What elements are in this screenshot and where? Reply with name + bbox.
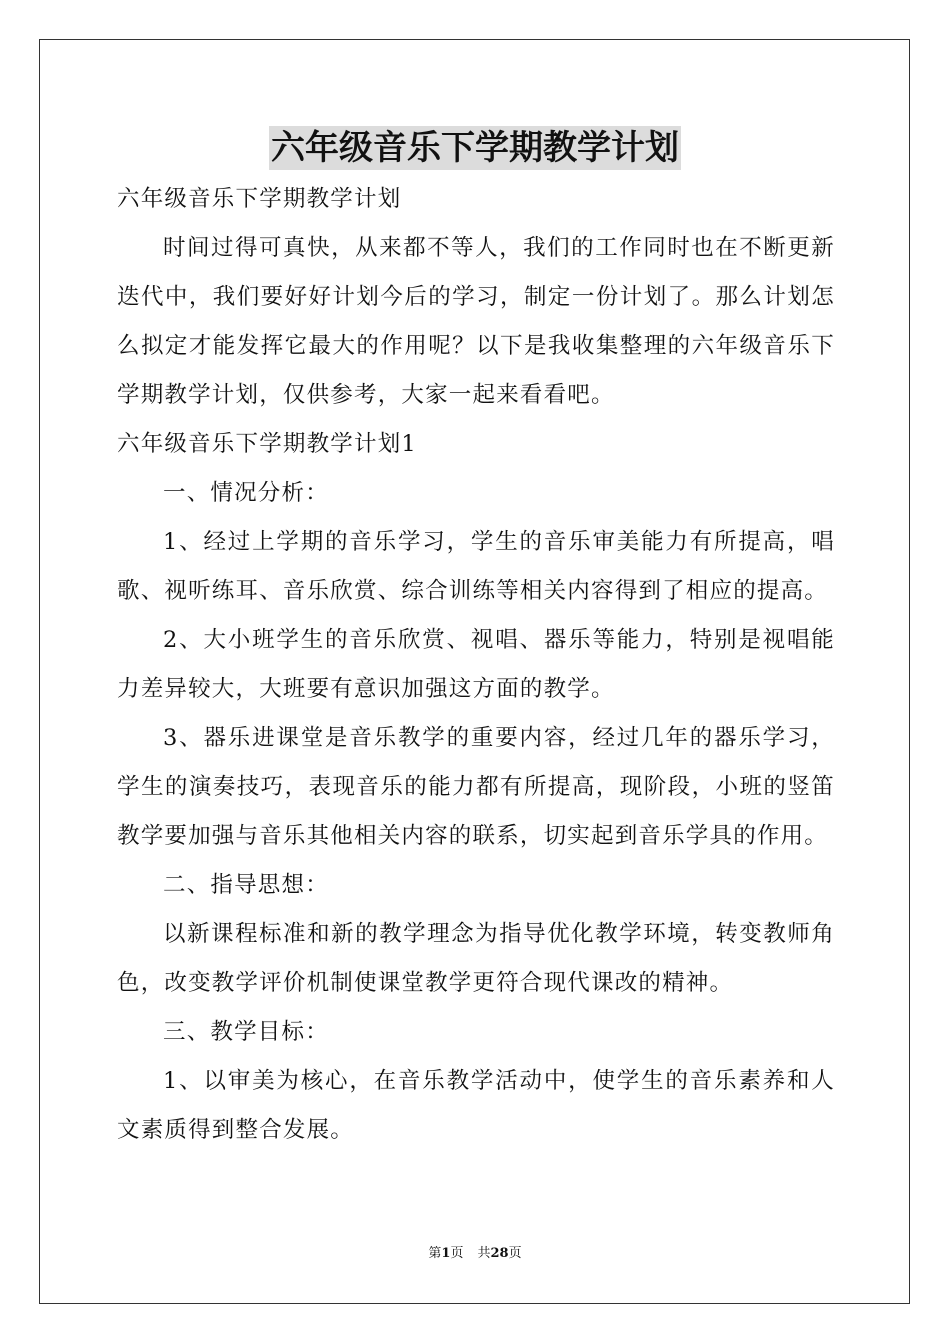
paragraph: 二、指导思想： [163, 872, 329, 898]
page-current: 1 [441, 1246, 451, 1261]
paragraph: 3、器乐进课堂是音乐教学的重要内容，经过几年的器乐学习，学生的演奏技巧，表现音乐的能力都有所提高，现阶段，小班的竖笛教学要加强与音乐其他相关内容的联系，切实起到音乐学具的作用。 [117, 725, 835, 849]
paragraph: 六年级音乐下学期教学计划1 [117, 431, 417, 457]
title-container [0, 126, 950, 170]
document-title: 六年级音乐下学期教学计划 [271, 128, 679, 168]
page-total: 28 [490, 1246, 509, 1261]
paragraph: 三、教学目标： [163, 1019, 329, 1045]
paragraph: 1、经过上学期的音乐学习，学生的音乐审美能力有所提高，唱歌、视听练耳、音乐欣赏、综合训练等相关内容得到了相应的提高。 [117, 529, 835, 604]
paragraph: 时间过得可真快，从来都不等人，我们的工作同时也在不断更新迭代中，我们要好好计划今后的学习，制定一份计划了。那么计划怎么拟定才能发挥它最大的作用呢？以下是我收集整理的六年级音乐下学期教学计划，仅供参考，大家一起来看看吧。 [117, 235, 835, 408]
paragraph: 一、情况分析： [163, 480, 329, 506]
paragraph: 2、大小班学生的音乐欣赏、视唱、器乐等能力，特别是视唱能力差异较大，大班要有意识加强这方面的教学。 [117, 627, 835, 702]
total-prefix: 共 [477, 1246, 491, 1261]
document-body [117, 175, 835, 1155]
paragraph: 以新课程标准和新的教学理念为指导优化教学环境，转变教师角色，改变教学评价机制使课堂教学更符合现代课改的精神。 [117, 921, 835, 996]
total-suffix: 页 [508, 1246, 522, 1261]
page-footer [0, 1245, 950, 1263]
paragraph: 1、以审美为核心，在音乐教学活动中，使学生的音乐素养和人文素质得到整合发展。 [117, 1068, 835, 1143]
page-prefix: 第 [428, 1246, 442, 1261]
paragraph: 六年级音乐下学期教学计划 [117, 186, 402, 212]
page-suffix: 页 [450, 1246, 464, 1261]
